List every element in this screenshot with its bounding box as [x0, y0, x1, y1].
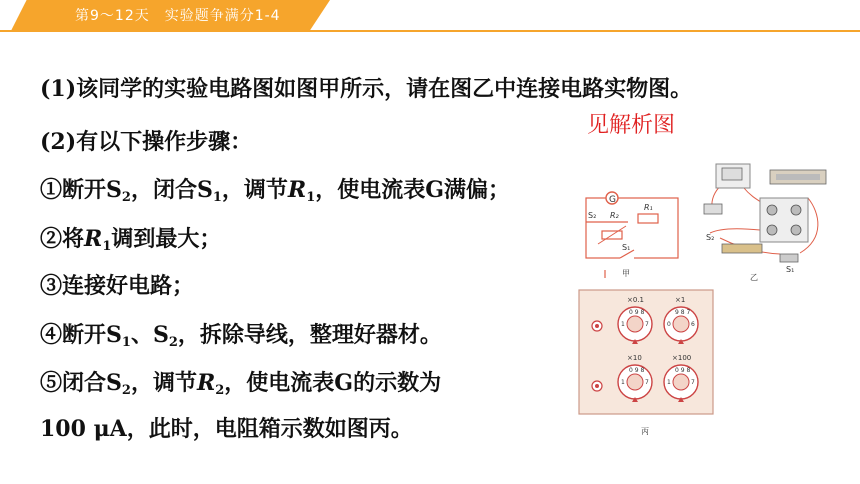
step-2-r: R	[84, 226, 103, 252]
circuit-diagram	[580, 186, 692, 278]
step-1-text-c: ，调节	[221, 177, 288, 203]
step-4-sub-b: 2	[168, 335, 178, 350]
step-5-text-c: ，使电流表G的示数为	[224, 370, 442, 396]
figure-yi	[700, 158, 830, 282]
step-5-text-b: ，调节	[130, 370, 197, 396]
svg-text:9 8 7: 9 8 7	[675, 309, 691, 316]
step-5-sub-b: 2	[215, 383, 225, 398]
multiplier-x10: ×10	[627, 354, 642, 362]
question-line-2: (2)有以下操作步骤：	[40, 129, 253, 155]
step-4	[40, 318, 442, 350]
resistance-box	[577, 288, 715, 440]
svg-text:1: 1	[621, 321, 625, 328]
step-5	[40, 366, 441, 398]
svg-text:7: 7	[645, 379, 649, 386]
step-5-r: R	[196, 370, 216, 396]
caption-bing: 丙	[641, 427, 649, 436]
step-2-sub: 1	[102, 239, 112, 254]
step-1-sub-c: 1	[306, 190, 316, 205]
step-4-text-b: 、S	[130, 322, 169, 348]
step-5-sub-a: 2	[121, 383, 131, 398]
multiplier-x0-1: ×0.1	[627, 296, 644, 304]
s2-label: S₂	[588, 211, 597, 220]
r1-label: R₁	[644, 203, 653, 212]
step-3: ③连接好电路；	[40, 273, 195, 299]
svg-text:0 9 8: 0 9 8	[629, 367, 645, 374]
step-4-text-c: ，拆除导线，整理好器材。	[177, 322, 442, 348]
s1-label: S₁	[622, 243, 631, 252]
header-underline	[0, 30, 860, 32]
question-line-1: (1)该同学的实验电路图如图甲所示，请在图乙中连接电路实物图。	[40, 76, 693, 102]
step-4-sub-a: 1	[121, 335, 131, 350]
caption-yi: 乙	[750, 273, 758, 282]
yi-s2-label: S₂	[706, 233, 715, 242]
svg-text:7: 7	[691, 379, 695, 386]
yi-s1-label: S₁	[786, 265, 795, 274]
step-1-text-a: ①断开S	[40, 177, 122, 203]
step-1	[40, 173, 510, 205]
step-1-text-b: ，闭合S	[130, 177, 213, 203]
figure-bing	[577, 288, 715, 440]
wiring-diagram	[700, 158, 830, 282]
step-1-text-d: ，使电流表G满偏；	[315, 177, 511, 203]
r2-label: R₂	[610, 211, 619, 220]
answer-label: 见解析图	[587, 113, 676, 138]
svg-text:0: 0	[667, 321, 671, 328]
caption-jia: 甲	[622, 269, 630, 278]
step-2	[40, 222, 221, 254]
step-4-text-a: ④断开S	[40, 322, 122, 348]
svg-text:1: 1	[667, 379, 671, 386]
header-bar	[0, 0, 860, 36]
step-1-r: R	[287, 177, 307, 203]
multiplier-x1: ×1	[675, 296, 686, 304]
step-5-continued: 100 μA，此时，电阻箱示数如图丙。	[40, 416, 413, 442]
step-2-text-a: ②将	[40, 226, 85, 252]
svg-text:6: 6	[691, 321, 695, 328]
step-1-sub-b: 1	[212, 190, 222, 205]
step-5-text-a: ⑤闭合S	[40, 370, 122, 396]
multiplier-x100: ×100	[672, 354, 692, 362]
galvanometer-label: G	[609, 195, 616, 205]
step-1-sub-a: 2	[121, 190, 131, 205]
svg-text:7: 7	[645, 321, 649, 328]
step-2-text-b: 调到最大；	[111, 226, 222, 252]
figure-jia	[580, 186, 692, 278]
svg-text:0 9 8: 0 9 8	[629, 309, 645, 316]
header-title: 第9～12天 实验题争满分1-4	[75, 8, 281, 24]
svg-text:0 9 8: 0 9 8	[675, 367, 691, 374]
svg-text:1: 1	[621, 379, 625, 386]
